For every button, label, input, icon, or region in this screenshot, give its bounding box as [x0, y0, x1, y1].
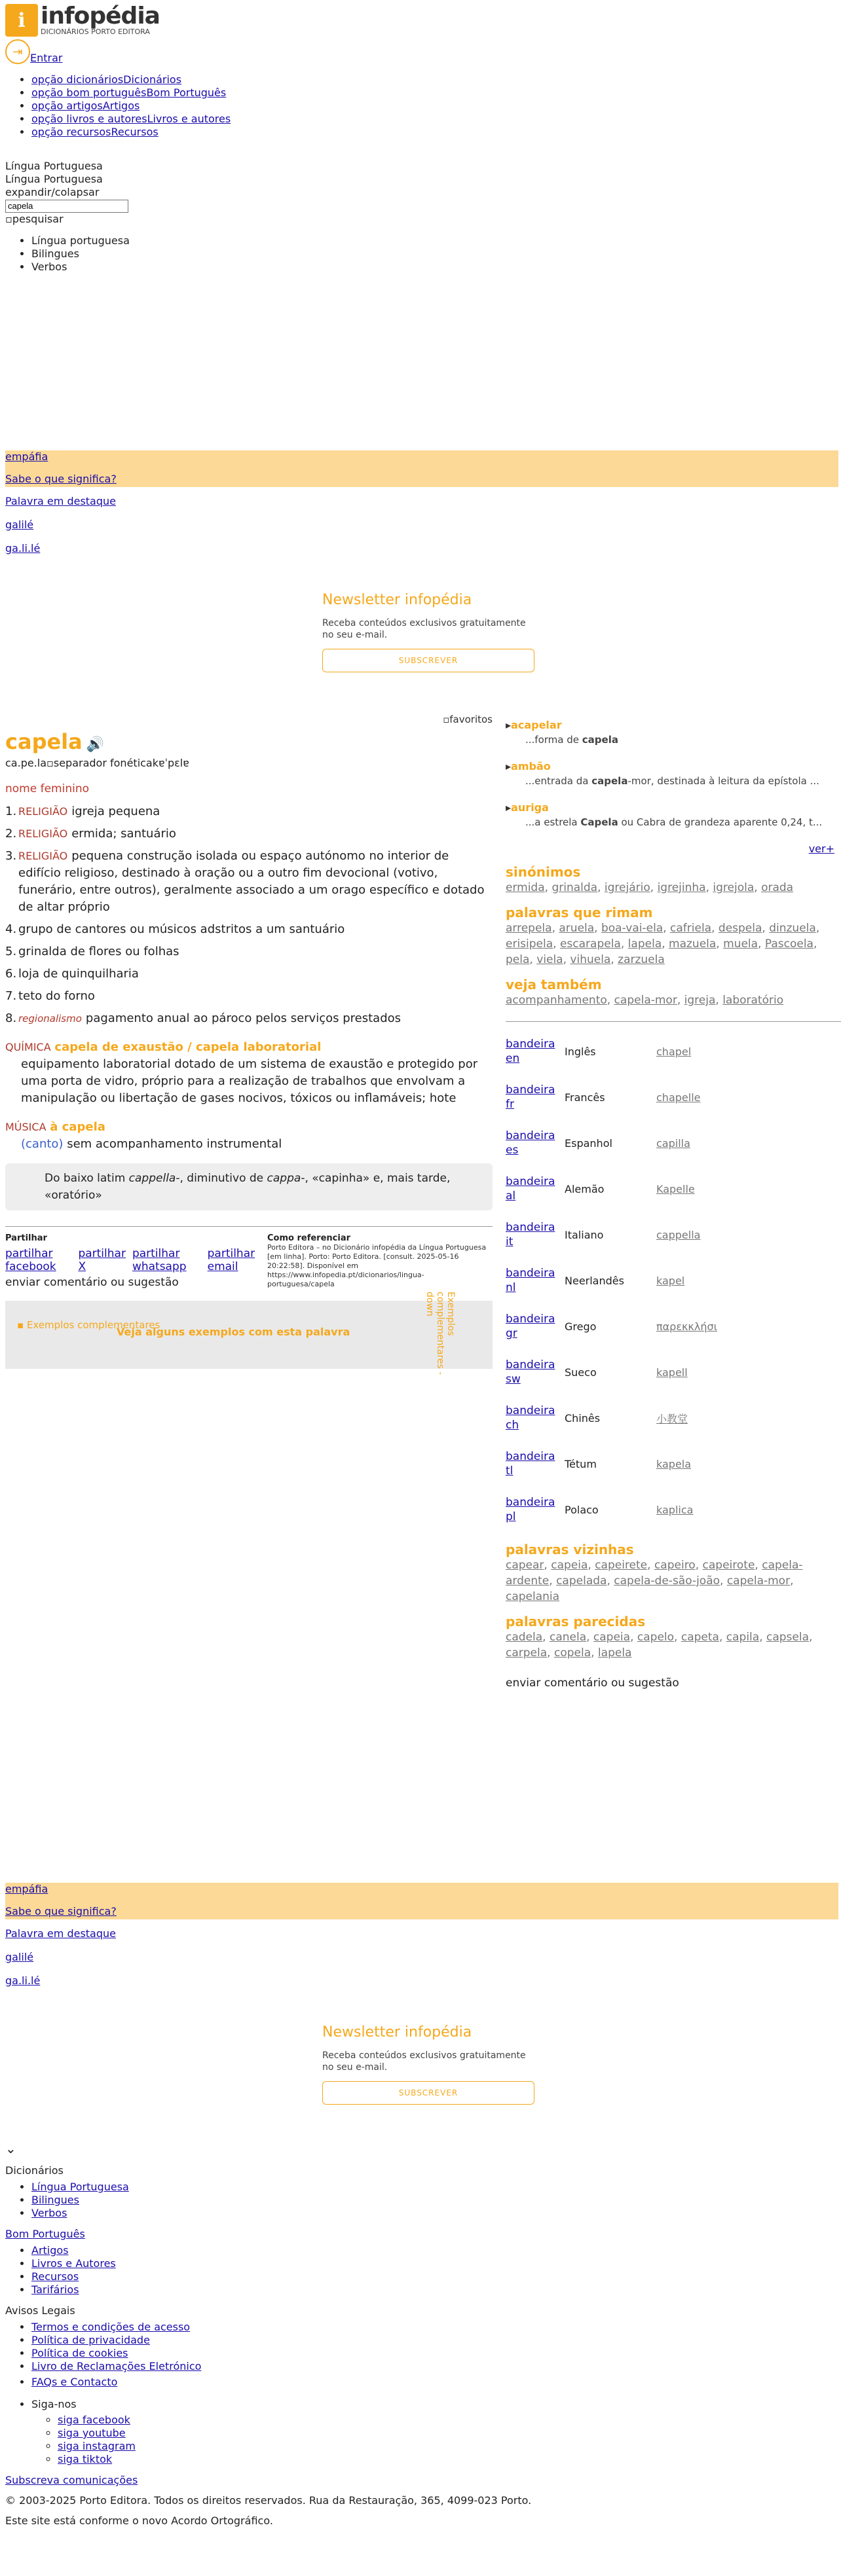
related-entry[interactable] [506, 801, 841, 828]
rhyme-link[interactable]: mazuela [669, 937, 717, 951]
flag-icon[interactable]: bandeira it [506, 1221, 555, 1248]
sense [5, 1010, 493, 1027]
similar-word-link[interactable]: capelo [637, 1631, 675, 1644]
footer-legal-title: Avisos Legais [5, 2304, 75, 2317]
subentry-exhaust-def: equipamento laboratorial dotado de um sistema de exaustão e protegido por uma porta de vidro, próprio para a realização de trabalhos que envolvam a manipulação ou libertação de gases nocivos, tóxicos ou inflamáveis; hote [21, 1057, 478, 1105]
sense-domain: RELIGIÃO [18, 805, 68, 818]
translation-word[interactable]: 小教堂 [656, 1412, 688, 1425]
newsletter-subscribe-button-2[interactable]: SUBSCREVER [322, 2081, 534, 2105]
promo-highlight-box-2 [5, 1883, 838, 1919]
social-icon[interactable]: siga instagram [58, 2440, 136, 2452]
sidebar [506, 714, 841, 1690]
footer-dict-link[interactable]: Verbos [31, 2207, 67, 2219]
subentry-acapela-def: (canto) sem acompanhamento instrumental [21, 1137, 282, 1151]
see-also-link[interactable]: acompanhamento [506, 994, 607, 1007]
translation-language: Grego [565, 1320, 597, 1333]
translation-row [506, 1487, 841, 1533]
flag-icon[interactable]: bandeira nl [506, 1267, 555, 1294]
login-link[interactable]: Entrar [30, 52, 63, 64]
footer-dict-link[interactable]: Bilingues [31, 2194, 79, 2206]
nav-label: Dicionários [123, 73, 182, 86]
nav-link[interactable] [31, 73, 181, 86]
nav-link[interactable] [31, 113, 231, 125]
translation-row [506, 1441, 841, 1487]
synonym-link[interactable]: grinalda [551, 881, 598, 894]
phonetic: kɐˈpɛlɐ [152, 757, 189, 769]
translation-word[interactable]: kapell [656, 1366, 688, 1379]
translation-row [506, 1303, 841, 1349]
similar-words-title: palavras parecidas [506, 1614, 646, 1629]
near-word-link[interactable]: capela-de-são-joão [614, 1574, 720, 1587]
sense-number: 4. [5, 922, 17, 936]
rhyme-link[interactable]: arrepela [506, 922, 552, 935]
sense-domain: RELIGIÃO [18, 850, 68, 862]
share-and-cite [5, 1226, 493, 1289]
promo-highlight-box [5, 450, 838, 487]
examples-label: ▪ Exemplos complementares [17, 1319, 160, 1331]
examples-toggle[interactable]: Exemplos complementares - down [424, 1292, 456, 1375]
related-context: ...a estrela Capela ou Cabra de grandeza aparente 0,24, t... [525, 816, 823, 828]
synonym-link[interactable]: igrejário [604, 881, 650, 894]
footer-legal-link[interactable]: Livro de Reclamações Eletrónico [31, 2360, 202, 2372]
translation-language: Espanhol [565, 1136, 612, 1150]
word-highlight-link-2[interactable]: Palavra em destaque [5, 1927, 116, 1940]
share-title: Partilhar [5, 1233, 47, 1243]
examples-panel[interactable] [5, 1292, 493, 1375]
nav-item[interactable] [31, 126, 231, 139]
similar-word-link[interactable]: capeta [681, 1631, 719, 1644]
sense [5, 943, 493, 960]
social-icon[interactable]: siga facebook [58, 2414, 130, 2426]
nav-icon: opção artigos [31, 100, 103, 112]
dictionary-option[interactable]: • Bilingues [31, 247, 130, 261]
footer-ao: Este site está conforme o novo Acordo Ortográfico. [5, 2514, 273, 2527]
sense [5, 848, 493, 916]
highlight-word-link-2[interactable]: galilé [5, 1951, 34, 1963]
nav-icon: opção bom português [31, 86, 147, 99]
subentry-exhaust: QUÍMICA capela de exaustão / capela laboratorial [5, 1040, 322, 1054]
nav-item[interactable] [31, 73, 231, 86]
footer-legal-link[interactable]: Política de cookies [31, 2347, 128, 2359]
search-button[interactable]: ▫pesquisar [5, 212, 64, 225]
footer-bom-item[interactable]: Tarifários [31, 2283, 79, 2296]
sense [5, 988, 493, 1005]
share-facebook-button[interactable]: partilhar facebook [5, 1247, 56, 1273]
sense [5, 921, 493, 938]
translation-language: Tétum [565, 1457, 597, 1470]
share-x-button[interactable]: partilhar X [78, 1247, 126, 1273]
near-word-link[interactable]: capela-mor [726, 1574, 791, 1587]
favorites-button[interactable]: ▫favoritos [443, 714, 493, 725]
translation-language: Francês [565, 1091, 605, 1104]
rhyme-link[interactable]: vihuela [570, 953, 611, 966]
near-word-link[interactable]: capela-ardente [506, 1559, 803, 1587]
see-also-link[interactable]: laboratório [722, 994, 784, 1007]
flag-icon[interactable]: bandeira fr [506, 1083, 555, 1111]
share-email-button[interactable]: partilhar email [207, 1247, 255, 1273]
examples-icon: ▪ [17, 1319, 27, 1331]
nav-label: Recursos [111, 126, 159, 138]
translation-language: Polaco [565, 1503, 599, 1516]
entry-word: capela [5, 729, 83, 754]
etymology: Do baixo latim cappella-, diminutivo de cappa-, «capinha» e, mais tarde, «oratório» [5, 1163, 493, 1210]
sense-definition: loja de quinquilharia [18, 967, 139, 981]
sense [5, 803, 493, 820]
favorites-icon: ▫ [443, 714, 450, 725]
comment-link[interactable]: enviar comentário ou sugestão [5, 1276, 179, 1289]
translation-row [506, 1028, 841, 1074]
translation-row [506, 1258, 841, 1303]
related-word[interactable]: ▸ ambão [506, 760, 841, 772]
rhyme-link[interactable]: cafriela [670, 922, 712, 935]
sense-number: 7. [5, 989, 17, 1003]
dictionary-select-label: Língua Portuguesa [5, 173, 103, 185]
sense-number: 5. [5, 945, 17, 958]
similar-word-link[interactable]: capeia [593, 1631, 631, 1644]
dictionary-option[interactable]: • Verbos [31, 261, 130, 274]
see-also-title: veja também [506, 977, 602, 992]
footer-chevron-icon[interactable]: ⌄ [5, 2141, 16, 2156]
nav-link[interactable] [31, 86, 226, 99]
nav-item[interactable] [31, 86, 231, 100]
translation-language: Sueco [565, 1366, 597, 1379]
footer-dict-title: Dicionários [5, 2164, 64, 2177]
more-link[interactable]: ver+ [808, 843, 834, 855]
promo-know-link-2[interactable]: Sabe o que significa? [5, 1905, 117, 1917]
translation-word[interactable]: capilla [656, 1136, 690, 1150]
footer-bom-link[interactable]: Bom Português [5, 2228, 85, 2240]
similar-word-link[interactable]: canela [549, 1631, 587, 1644]
related-entry[interactable] [506, 760, 841, 787]
search-input[interactable] [5, 200, 128, 213]
nav-icon: opção livros e autores [31, 113, 147, 125]
highlight-word-link[interactable]: galilé [5, 518, 34, 531]
promo-word-link[interactable]: empáfia [5, 450, 48, 463]
similar-word-link[interactable]: copela [553, 1646, 591, 1660]
dictionary-select[interactable]: Língua Portuguesa [5, 160, 103, 172]
entry [5, 714, 493, 1375]
promo-know-link[interactable]: Sabe o que significa? [5, 473, 117, 485]
logo[interactable] [5, 4, 160, 37]
rhyme-link[interactable]: erisipela [506, 937, 553, 951]
search-area [5, 160, 128, 226]
translation-word[interactable]: παρεκκλήσι [656, 1320, 718, 1333]
nav-link[interactable] [31, 126, 159, 138]
synonym-link[interactable]: orada [761, 881, 794, 894]
rhyme-link[interactable]: despela [718, 922, 762, 935]
sidebar-comment-link[interactable]: enviar comentário ou sugestão [506, 1677, 679, 1690]
rhyme-link[interactable]: aruela [559, 922, 595, 935]
related-word[interactable]: ▸ auriga [506, 801, 841, 814]
newsletter-title-2: Newsletter infopédia [322, 2024, 472, 2041]
rhyme-link[interactable]: muela [723, 937, 758, 951]
translation-language: Italiano [565, 1228, 604, 1241]
nav-link[interactable] [31, 100, 140, 112]
dictionary-options [5, 234, 130, 274]
sense-number: 1. [5, 805, 17, 818]
related-word[interactable]: ▸ acapelar [506, 719, 841, 731]
nav-item[interactable] [31, 100, 231, 113]
logo-name: infopédia [41, 2, 160, 29]
share-whatsapp-button[interactable]: partilhar whatsapp [132, 1247, 187, 1273]
sense-number: 8. [5, 1011, 17, 1025]
near-word-link[interactable]: capeirete [595, 1559, 648, 1572]
search-icon: ▫ [5, 212, 12, 225]
near-word-link[interactable]: capear [506, 1559, 544, 1572]
near-word-link[interactable]: capeiro [654, 1559, 696, 1572]
similar-words-list: cadela, canela, capeia, capelo, capeta, capila, capsela, carpela, copela, lapela [506, 1631, 813, 1660]
see-also-link[interactable]: igreja [684, 994, 716, 1007]
newsletter-2 [322, 2024, 538, 2105]
promo-word-link-2[interactable]: empáfia [5, 1883, 48, 1895]
translation-row [506, 1212, 841, 1258]
translation-language: Inglês [565, 1045, 596, 1058]
similar-word-link[interactable]: capila [726, 1631, 760, 1644]
footer [5, 2141, 837, 2531]
translation-word[interactable]: kapel [656, 1274, 685, 1287]
near-words-list: capear, capeia, capeirete, capeiro, capeirote, capela-ardente, capelada, capela-de-são-joão, capela-mor, capelania [506, 1559, 803, 1603]
nav-item[interactable] [31, 113, 231, 126]
logo-mark-icon: ℹ [5, 4, 38, 37]
see-also-list: acompanhamento, capela-mor, igreja, laboratório [506, 994, 784, 1007]
sense-number: 3. [5, 849, 17, 863]
near-word-link[interactable]: capeia [551, 1559, 588, 1572]
sense-definition: teto do forno [18, 989, 95, 1003]
flag-icon[interactable]: bandeira ch [506, 1404, 555, 1432]
nav-icon: opção recursos [31, 126, 111, 138]
translation-language: Neerlandês [565, 1274, 624, 1287]
footer-legal-link[interactable]: Termos e condições de acesso [31, 2321, 191, 2333]
highlight-syllables-link[interactable]: ga.li.lé [5, 542, 41, 554]
translation-row [506, 1074, 841, 1120]
footer-copyright: © 2003-2025 Porto Editora. Todos os direitos reservados. Rua da Restauração, 365, 4099-023 Porto. [5, 2494, 532, 2507]
synonym-link[interactable]: igrejinha [657, 881, 706, 894]
expand-collapse-icon[interactable]: expandir/colapsar [5, 186, 100, 198]
near-word-link[interactable]: capelania [506, 1590, 560, 1603]
sense-number: 2. [5, 827, 17, 841]
similar-word-link[interactable]: cadela [506, 1631, 543, 1644]
sense-definition: pequena construção isolada ou espaço autónomo no interior de edifício religioso, destinado à oração ou a outro fim devocional (votivo, funerário, entre outros), geralmente associado a um orago específico e dotado de altar próprio [18, 849, 485, 914]
related-entry[interactable] [506, 719, 841, 746]
rhyme-link[interactable]: escarapela [559, 937, 621, 951]
footer-legal-link[interactable]: Política de privacidade [31, 2334, 150, 2346]
nav-label: Artigos [102, 100, 140, 112]
speaker-icon[interactable]: 🔊 [86, 736, 105, 753]
newsletter-text-2: Receba conteúdos exclusivos gratuitamente no seu e-mail. [322, 2050, 526, 2073]
translation-word[interactable]: Kapelle [656, 1182, 695, 1195]
examples-cta[interactable]: Veja alguns exemplos com esta palavra [117, 1326, 350, 1338]
rhyme-link[interactable]: boa-vai-ela [601, 922, 663, 935]
logo-subtitle: DICIONÁRIOS PORTO EDITORA [41, 27, 150, 36]
synonym-link[interactable]: ermida [506, 881, 545, 894]
sense-definition: igreja pequena [71, 805, 160, 818]
rhyme-link[interactable]: viela [536, 953, 563, 966]
rhymes-list: arrepela, aruela, boa-vai-ela, cafriela, despela, dinzuela, erisipela, escarapela, lapela, mazuela, muela, Pascoela, pela, viela, vihuela, zarzuela [506, 922, 820, 966]
footer-follow: Siga-nos [31, 2398, 77, 2410]
synonym-link[interactable]: igrejola [713, 881, 755, 894]
subentry-acapela: MÚSICA à capela [5, 1120, 105, 1134]
separator-icon: ▫ [47, 757, 54, 769]
translation-word[interactable]: kapela [656, 1457, 692, 1470]
translation-language: Alemão [565, 1182, 605, 1195]
rhyme-link[interactable]: pela [506, 953, 530, 966]
translation-word[interactable]: cappella [656, 1228, 701, 1241]
near-word-link[interactable]: capelada [556, 1574, 607, 1587]
translations [506, 1028, 841, 1533]
similar-word-link[interactable]: lapela [597, 1646, 632, 1660]
sense-definition: grinalda de flores ou folhas [18, 945, 179, 958]
footer-dict-link[interactable]: Língua Portuguesa [31, 2181, 129, 2193]
related-context: ...entrada da capela-mor, destinada à leitura da epístola ... [525, 775, 819, 787]
newsletter [322, 592, 538, 672]
social-icon[interactable]: siga youtube [58, 2427, 126, 2439]
rhyme-link[interactable]: Pascoela [764, 937, 813, 951]
flag-icon[interactable]: bandeira en [506, 1038, 555, 1065]
translation-word[interactable]: chapel [656, 1045, 692, 1058]
main-nav [5, 73, 231, 139]
cite-text: Porto Editora – no Dicionário infopédia da Língua Portuguesa [em linha]. Porto: Porto Editora. [consult. 2025-05-16 20:22:58]. Disponível em https://www.infopedia.pt/dicionarios/lingua-portuguesa/capela [267, 1243, 487, 1288]
translation-word[interactable]: kaplica [656, 1503, 694, 1516]
footer-subscribe-link[interactable]: Subscreva comunicações [5, 2474, 138, 2486]
sense-definition: pagamento anual ao pároco pelos serviços prestados [85, 1011, 402, 1025]
synonyms-list: ermida, grinalda, igrejário, igrejinha, igrejola, orada [506, 881, 794, 894]
near-word-link[interactable]: capeirote [702, 1559, 755, 1572]
synonyms-title: sinónimos [506, 864, 581, 880]
similar-word-link[interactable]: capsela [766, 1631, 810, 1644]
flag-icon[interactable]: bandeira gr [506, 1313, 555, 1340]
sense-number: 6. [5, 967, 17, 981]
footer-bom-item[interactable]: Artigos [31, 2244, 69, 2257]
nav-icon: opção dicionários [31, 73, 124, 86]
flag-icon[interactable]: bandeira es [506, 1129, 555, 1157]
see-also-link[interactable]: capela-mor [614, 994, 677, 1007]
word-highlight-link[interactable]: Palavra em destaque [5, 495, 116, 507]
translation-row [506, 1120, 841, 1166]
related-context: ...forma de capela [525, 734, 618, 746]
translation-row [506, 1395, 841, 1441]
sense [5, 966, 493, 983]
syllables: ca.pe.la [5, 757, 47, 769]
nav-label: Livros e autores [147, 113, 231, 125]
sense-definition: ermida; santuário [71, 827, 176, 841]
rhyme-link[interactable]: dinzuela [769, 922, 816, 935]
rhymes-title: palavras que rimam [506, 905, 653, 920]
translation-row [506, 1349, 841, 1395]
entry-phonetics: ca.pe.la▫separador fonéticakɐˈpɛlɐ [5, 757, 189, 769]
nav-label: Bom Português [146, 86, 227, 99]
flag-icon[interactable]: bandeira sw [506, 1358, 555, 1386]
sense-list [5, 803, 493, 1027]
translation-row [506, 1166, 841, 1212]
newsletter-text: Receba conteúdos exclusivos gratuitamente no seu e-mail. [322, 618, 526, 640]
login[interactable] [5, 39, 62, 64]
cite-title: Como referenciar [267, 1233, 351, 1243]
footer-bom-item[interactable]: Recursos [31, 2270, 79, 2283]
sense-register: regionalismo [18, 1013, 82, 1025]
flag-icon[interactable]: bandeira al [506, 1175, 555, 1203]
sense [5, 825, 493, 843]
highlight-syllables-link-2[interactable]: ga.li.lé [5, 1974, 41, 1987]
sense-definition: grupo de cantores ou músicos adstritos a um santuário [18, 922, 345, 936]
login-icon[interactable]: ⇥ [5, 39, 30, 64]
rhyme-link[interactable]: lapela [627, 937, 662, 951]
grammar-class: nome feminino [5, 782, 89, 795]
flag-icon[interactable]: bandeira tl [506, 1450, 555, 1478]
similar-word-link[interactable]: carpela [506, 1646, 548, 1660]
social-icon[interactable]: siga tiktok [58, 2453, 113, 2465]
sense-domain: RELIGIÃO [18, 827, 68, 840]
newsletter-subscribe-button[interactable]: SUBSCREVER [322, 649, 534, 672]
near-words-title: palavras vizinhas [506, 1542, 634, 1557]
flag-icon[interactable]: bandeira pl [506, 1496, 555, 1523]
footer-bom-item[interactable]: Livros e Autores [31, 2257, 116, 2270]
translation-word[interactable]: chapelle [656, 1091, 701, 1104]
newsletter-title: Newsletter infopédia [322, 592, 472, 608]
footer-faq-link[interactable]: FAQs e Contacto [31, 2376, 118, 2388]
rhyme-link[interactable]: zarzuela [618, 953, 665, 966]
dictionary-option[interactable]: • Língua portuguesa [31, 234, 130, 247]
translation-language: Chinês [565, 1411, 601, 1424]
